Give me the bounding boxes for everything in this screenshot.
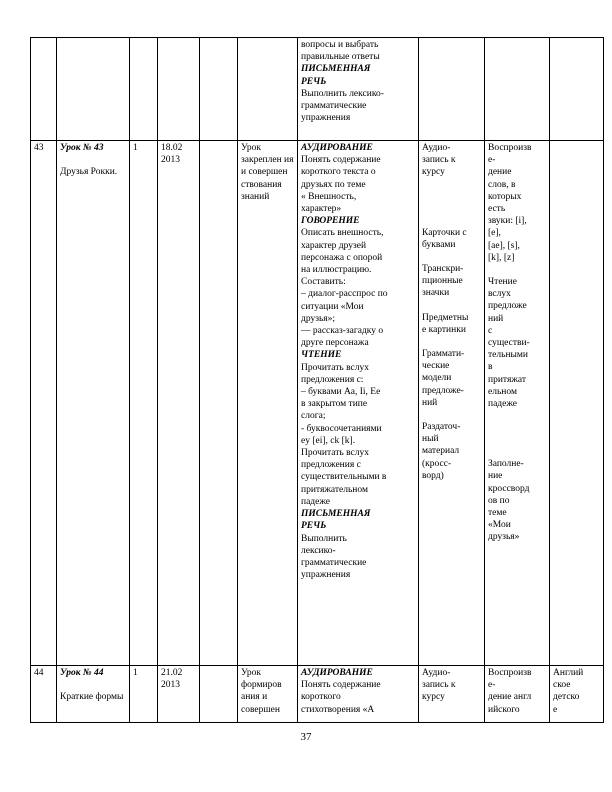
text-line: ний	[422, 397, 438, 408]
cell-hours: 1	[130, 141, 158, 666]
text-line: ов по	[488, 495, 510, 506]
text-line: – буквами Аа, Ii, Ee	[301, 387, 381, 398]
text-line: буквами	[422, 239, 456, 250]
text-line: грамматические	[301, 101, 367, 112]
cell-lesson-type: Урок закреплен ия и совершен ствования знаний	[238, 141, 298, 666]
text-line: ческие	[422, 361, 450, 372]
lesson-title: Урок № 44	[60, 668, 104, 678]
text-line	[422, 251, 481, 263]
text-line: Воспроизв	[488, 668, 532, 678]
text-line: в закрытом типе	[301, 399, 368, 410]
text-line: падеже	[301, 496, 331, 507]
text-line: дение англ	[488, 692, 532, 703]
text-line: е-	[488, 680, 496, 691]
cell-lesson-type	[238, 38, 298, 141]
text-line: кроссворд	[488, 483, 530, 494]
text-line: ворд)	[422, 470, 444, 481]
text-line: Аудио-	[422, 668, 451, 678]
cell-hours: 1	[130, 666, 158, 723]
section-heading: ЧТЕНИЕ	[301, 350, 342, 361]
text-line: грамматические	[301, 557, 367, 568]
text-line: предложе-	[422, 385, 464, 396]
cell-fact-date	[200, 666, 238, 723]
text-line: [ae], [s],	[488, 240, 520, 251]
text-line: упражнения	[301, 113, 351, 124]
text-line: Граммати-	[422, 349, 465, 360]
page-number: 37	[300, 731, 312, 743]
text-line: звуки: [i],	[488, 216, 527, 227]
text-line	[488, 264, 546, 276]
cell-extra	[550, 666, 604, 723]
text-line: Понять содержание	[301, 155, 381, 166]
text-line: существительными в	[301, 472, 387, 483]
lesson-topic: Краткие формы	[60, 692, 124, 703]
section-heading: ПИСЬМЕННАЯ	[301, 64, 371, 75]
text-line: характер»	[301, 204, 342, 215]
text-line: слога;	[301, 411, 326, 422]
section-heading: РЕЧЬ	[301, 76, 327, 87]
text-line: теме	[488, 508, 507, 519]
text-line: е-	[488, 155, 496, 166]
text-line: слов, в	[488, 179, 516, 190]
text-line: упражнения	[301, 570, 351, 581]
text-line: (кросс-	[422, 458, 452, 469]
text-line: - буквосочетаниями	[301, 423, 382, 434]
cell-lesson-type: Урок формиров ания и совершен	[238, 666, 298, 723]
text-line: существи-	[488, 338, 530, 349]
text-line: дение	[488, 167, 512, 178]
text-line: в	[488, 362, 493, 373]
text-line: друзьях по теме	[301, 179, 366, 190]
text-line: Раздаточ-	[422, 422, 461, 433]
cell-date: 21.02 2013	[158, 666, 200, 723]
cell-date: 18.02 2013	[158, 141, 200, 666]
section-heading: ГОВОРЕНИЕ	[301, 216, 360, 227]
text-line: короткого	[301, 692, 341, 703]
lesson-topic: Друзья Рокки.	[60, 167, 118, 178]
text-line: Прочитать вслух	[301, 448, 369, 459]
text-line: есть	[488, 204, 506, 215]
text-line: предложения с:	[301, 374, 364, 385]
text-line: персонажа с опорой	[301, 252, 383, 263]
text-line: ийского	[488, 704, 520, 715]
text-line: на иллюстрацию.	[301, 265, 372, 276]
text-line: Карточки с	[422, 227, 467, 238]
text-line: Англий	[553, 668, 584, 678]
text-line: Составить:	[301, 277, 346, 288]
text-line: предложе	[488, 301, 527, 312]
text-line	[422, 203, 481, 227]
text-line: ный	[422, 434, 439, 445]
text-line: — рассказ-загадку о	[301, 326, 384, 337]
text-line: Транскри-	[422, 264, 464, 275]
cell-fact-date	[200, 141, 238, 666]
text-line: пционные	[422, 276, 463, 287]
text-line: Прочитать вслух	[301, 362, 369, 373]
text-line: курсу	[422, 692, 445, 703]
text-line: Воспроизв	[488, 143, 532, 153]
table-row	[31, 38, 604, 141]
text-line: Заполне-	[488, 459, 524, 470]
text-line: тельными	[488, 350, 529, 361]
lesson-title: Урок № 43	[60, 143, 104, 153]
text-line: Выполнить	[301, 533, 347, 544]
text-line: с	[488, 325, 493, 336]
cell-hours	[130, 38, 158, 141]
text-line: ние	[488, 471, 503, 482]
text-line: вслух	[488, 289, 511, 300]
text-line: друге персонажа	[301, 338, 369, 349]
cell-number: 44	[31, 666, 57, 723]
cell-content	[298, 141, 419, 666]
table-row	[31, 141, 604, 666]
text-line	[422, 409, 481, 421]
text-line: Описать внешность,	[301, 228, 384, 239]
text-line: друзья»	[488, 532, 520, 543]
text-line	[422, 336, 481, 348]
cell-number	[31, 38, 57, 141]
cell-skills	[485, 141, 550, 666]
cell-skills	[485, 38, 550, 141]
text-line: падеже	[488, 399, 518, 410]
cell-date	[200, 38, 238, 141]
text-line: Чтение	[488, 277, 517, 288]
text-line: ситуации «Мои	[301, 301, 364, 312]
cell-equipment	[419, 38, 485, 141]
text-line: « Внешность,	[301, 191, 357, 202]
cell-lesson	[57, 141, 130, 666]
cell-lesson	[57, 38, 130, 141]
cell-content	[298, 666, 419, 723]
cell-number: 43	[31, 141, 57, 666]
text-line: ний	[488, 313, 504, 324]
text-line: материал	[422, 446, 460, 457]
text-line: Выполнить лексико-	[301, 88, 384, 99]
text-line: е	[553, 704, 558, 715]
text-line: запись к	[422, 155, 456, 166]
section-heading: РЕЧЬ	[301, 521, 327, 532]
text-line: друзья»;	[301, 313, 336, 324]
cell-content	[298, 38, 419, 141]
text-line: притяжательном	[301, 484, 368, 495]
text-line: значки	[422, 288, 450, 299]
table-row	[31, 666, 604, 723]
text-line: ское	[553, 680, 571, 691]
text-line	[488, 410, 546, 434]
cell-extra	[550, 38, 604, 141]
text-line: курсу	[422, 167, 445, 178]
text-line: [k], [z]	[488, 252, 515, 263]
section-heading: АУДИРОВАНИЕ	[301, 668, 373, 678]
text-line: детско	[553, 692, 580, 703]
cell-equipment	[419, 141, 485, 666]
text-line	[422, 179, 481, 203]
text-line: правильные ответы	[301, 52, 380, 63]
cell-extra	[550, 141, 604, 666]
text-line: «Мои	[488, 520, 511, 531]
cell-equipment	[419, 666, 485, 723]
text-line: характер друзей	[301, 240, 367, 251]
text-line: вопросы и выбрать	[301, 40, 379, 50]
text-line: Аудио-	[422, 143, 451, 153]
text-line: [e],	[488, 228, 501, 239]
text-line: модели	[422, 373, 452, 384]
section-heading: ПИСЬМЕННАЯ	[301, 509, 371, 520]
text-line: е картинки	[422, 324, 466, 335]
text-line: которых	[488, 191, 522, 202]
text-line	[422, 300, 481, 312]
text-line: лексико-	[301, 545, 336, 556]
text-line: короткого текста о	[301, 167, 376, 178]
text-line: запись к	[422, 680, 456, 691]
text-line: Предметны	[422, 312, 469, 323]
text-line: ey [ei], ck [k].	[301, 435, 356, 446]
text-line: притяжат	[488, 374, 526, 385]
text-line: Понять содержание	[301, 680, 381, 691]
text-line: стихотворения «А	[301, 704, 375, 715]
cell-lesson	[57, 666, 130, 723]
lesson-plan-table	[30, 37, 604, 723]
text-line	[488, 434, 546, 458]
text-line: ельном	[488, 386, 517, 397]
cell-skills	[485, 666, 550, 723]
text-line: предложения с	[301, 460, 361, 471]
cell-fact-date	[158, 38, 200, 141]
text-line: – диалог-расспрос по	[301, 289, 388, 300]
section-heading: АУДИРОВАНИЕ	[301, 143, 373, 153]
